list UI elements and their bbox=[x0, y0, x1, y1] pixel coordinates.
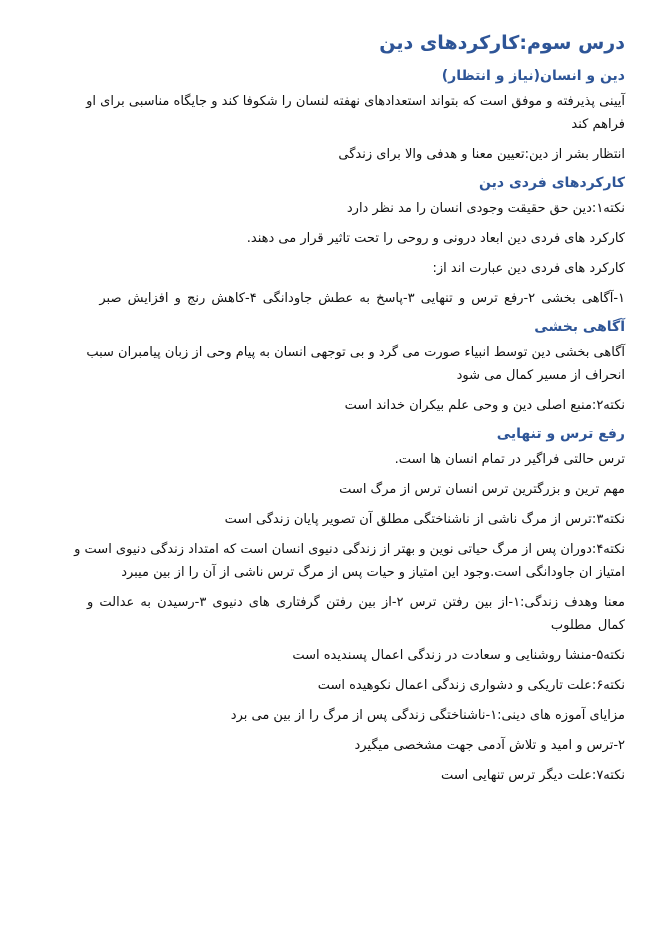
paragraph: نکته۶:علت تاریکی و دشواری زندگی اعمال نکوهیده است bbox=[317, 678, 625, 693]
paragraph: معنا وهدف زندگی:۱-از بین رفتن ترس ۲-از بین رفتن گرفتاری های دنیوی ۳-رسیدن به عدالت و کمال مطلوب bbox=[86, 595, 625, 633]
paragraph: کارکرد های فردی دین عبارت اند از: bbox=[432, 261, 625, 276]
section-heading-awareness: آگاهی بخشی bbox=[534, 319, 625, 335]
paragraph: مزایای آموزه های دینی:۱-ناشناختگی زندگی پس از مرگ را از بین می برد bbox=[230, 708, 625, 723]
section-heading-fear-and-loneliness: رفع ترس و تنهایی bbox=[496, 426, 625, 442]
lesson-title: درس سوم:کارکردهای دین bbox=[379, 32, 625, 54]
section-heading-religion-and-human: دین و انسان(نیاز و انتظار) bbox=[441, 68, 625, 84]
paragraph: ۲-ترس و امید و تلاش آدمی جهت مشخصی میگیرد bbox=[354, 738, 625, 753]
paragraph: نکته۱:دین حق حقیقت وجودی انسان را مد نظر دارد bbox=[346, 201, 625, 216]
document-page bbox=[56, 30, 625, 794]
paragraph: نکته۵-منشا روشنایی و سعادت در زندگی اعمال پسندیده است bbox=[292, 648, 625, 663]
paragraph: مهم ترین و بزرگترین ترس انسان ترس از مرگ است bbox=[339, 482, 625, 497]
paragraph: آگاهی بخشی دین توسط انبیاء صورت می گرد و بی توجهی انسان به پیام وحی از زبان پیامبران سبب انحراف از مسیر کمال می شود bbox=[86, 345, 625, 383]
paragraph: نکته۲:منبع اصلی دین و وحی علم بیکران خداند است bbox=[344, 398, 625, 413]
paragraph: آیینی پذیرفته و موفق است که بتواند استعدادهای نهفته لنسان را شکوفا کند و جایگاه مناسبی برای او فراهم کند bbox=[86, 94, 625, 132]
section-heading-individual-functions: کارکردهای فردی دین bbox=[479, 175, 625, 191]
functions-list: ۱-آگاهی بخشی ۲-رفع ترس و تنهایی ۳-پاسخ به عطش جاودانگی ۴-کاهش رنج و افزایش صبر bbox=[99, 291, 625, 306]
paragraph: کارکرد های فردی دین ابعاد درونی و روحی را تحت تاثیر قرار می دهند. bbox=[246, 231, 625, 246]
paragraph: نکته۷:علت دیگر ترس تنهایی است bbox=[440, 768, 625, 783]
paragraph: نکته۴:دوران پس از مرگ حیاتی نوین و بهتر از زندگی دنیوی انسان است که امتداد زندگی دنیوی است و امتیاز ان جاودانگی است.وجود این امتیاز و حیات پس از مرگ ترس ناشی از آن را از بین میبرد bbox=[74, 542, 625, 580]
paragraph: ترس حالتی فراگیر در تمام انسان ها است. bbox=[394, 452, 625, 467]
paragraph: نکته۳:ترس از مرگ ناشی از ناشناختگی مطلق آن تصویر پایان زندگی است bbox=[224, 512, 625, 527]
paragraph: انتظار بشر از دین:تعیین معنا و هدفی والا برای زندگی bbox=[338, 147, 625, 162]
